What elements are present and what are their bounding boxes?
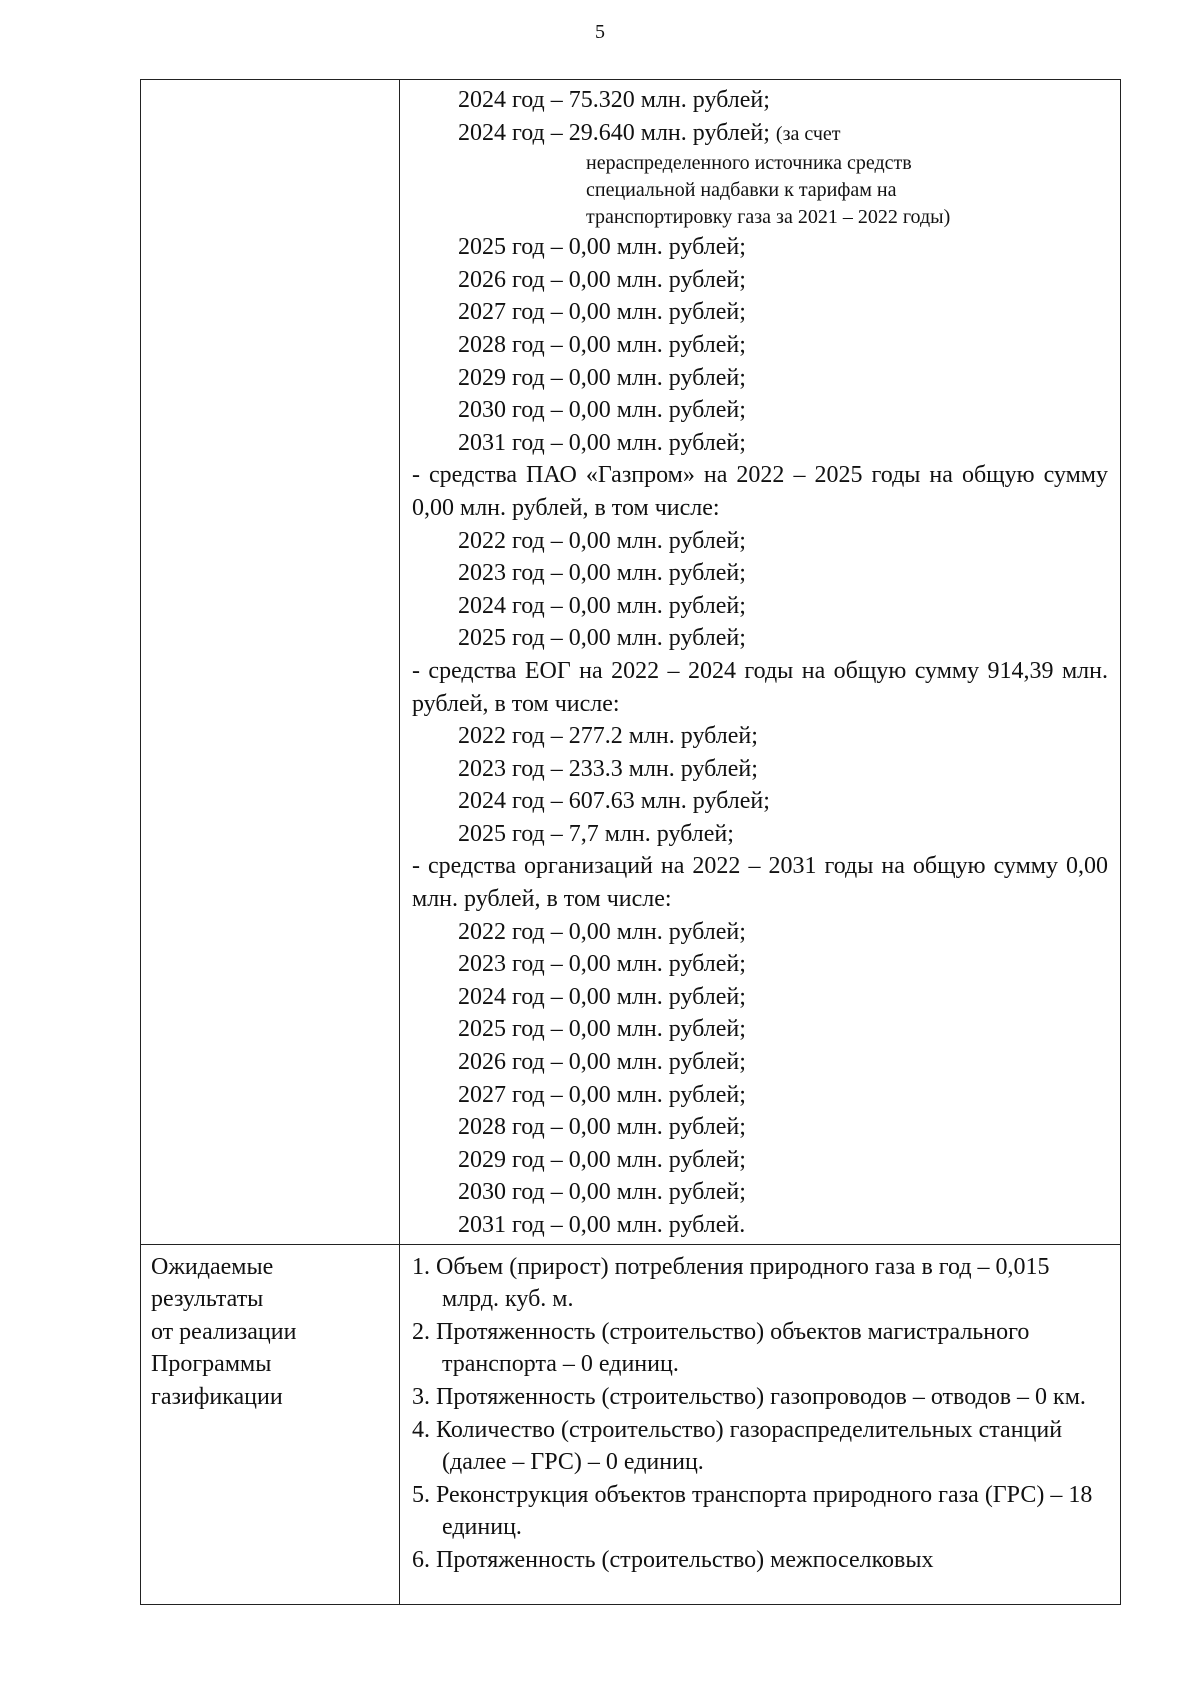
result-list-item: 1. Объем (прирост) потребления природного газа в год – 0,015 млрд. куб. м. [412, 1253, 1050, 1313]
program-passport-table [140, 79, 1121, 1605]
funding-note-start: (за счет [775, 122, 841, 145]
gazprom-year-line: 2023 год – 0,00 млн. рублей; [458, 560, 746, 587]
funding-year-line: 2027 год – 0,00 млн. рублей; [458, 299, 746, 326]
organizations-year-line: 2025 год – 0,00 млн. рублей; [458, 1016, 746, 1043]
funding-year-line: 2024 год – 75.320 млн. рублей; [458, 87, 770, 113]
organizations-year-line: 2022 год – 0,00 млн. рублей; [458, 918, 746, 945]
results-row [141, 1244, 1121, 1604]
funding-year-line: 2026 год – 0,00 млн. рублей; [458, 266, 746, 293]
funding-year-line: 2030 год – 0,00 млн. рублей; [458, 397, 746, 424]
results-heading-line: результаты [151, 1286, 264, 1313]
eog-year-line: 2023 год – 233.3 млн. рублей; [458, 755, 758, 782]
results-heading-line: Программы [151, 1351, 272, 1378]
organizations-year-line: 2027 год – 0,00 млн. рублей; [458, 1081, 746, 1108]
results-heading [141, 1245, 399, 1414]
eog-year-line: 2022 год – 277.2 млн. рублей; [458, 723, 758, 750]
organizations-year-line: 2023 год – 0,00 млн. рублей; [458, 951, 746, 978]
funding-line-text: 2024 год – 29.640 млн. рублей; [458, 119, 770, 146]
funding-line [412, 117, 1108, 151]
organizations-year-line: 2029 год – 0,00 млн. рублей; [458, 1146, 746, 1173]
organizations-year-line: 2024 год – 0,00 млн. рублей; [458, 983, 746, 1010]
gazprom-year-line: 2024 год – 0,00 млн. рублей; [458, 592, 746, 619]
organizations-year-line: 2028 год – 0,00 млн. рублей; [458, 1114, 746, 1141]
gazprom-year-line: 2025 год – 0,00 млн. рублей; [458, 625, 746, 652]
results-heading-line: от реализации [151, 1318, 297, 1345]
organizations-year-line: 2026 год – 0,00 млн. рублей; [458, 1049, 746, 1076]
funding-year-line: 2031 год – 0,00 млн. рублей; [458, 429, 746, 456]
results-items-cell [400, 1244, 1121, 1604]
gazprom-year-line: 2022 год – 0,00 млн. рублей; [458, 527, 746, 554]
organizations-funding-paragraph: - средства организаций на 2022 – 2031 годы на общую сумму 0,00 млн. рублей, в том числе: [412, 853, 1108, 913]
funding-left-cell [141, 80, 400, 1245]
funding-year-line: 2029 год – 0,00 млн. рублей; [458, 364, 746, 391]
gazprom-funding-paragraph: - средства ПАО «Газпром» на 2022 – 2025 годы на общую сумму 0,00 млн. рублей, в том числе: [412, 462, 1108, 521]
result-list-item: 6. Протяженность (строительство) межпоселковых [412, 1546, 934, 1573]
organizations-year-line: 2031 год – 0,00 млн. рублей. [458, 1212, 746, 1238]
results-heading-line: Ожидаемые [151, 1253, 274, 1280]
eog-year-line: 2024 год – 607.63 млн. рублей; [458, 788, 770, 815]
result-list-item: 2. Протяженность (строительство) объектов магистрального транспорта – 0 единиц. [412, 1318, 1030, 1378]
funding-note-line: транспортировку газа за 2021 – 2022 годы) [586, 206, 951, 229]
eog-year-line: 2025 год – 7,7 млн. рублей; [458, 820, 734, 847]
result-list-item: 4. Количество (строительство) газораспределительных станций (далее – ГРС) – 0 единиц. [412, 1416, 1063, 1476]
results-heading-cell [141, 1244, 400, 1604]
funding-note-line: нераспределенного источника средств [586, 152, 912, 175]
organizations-year-line: 2030 год – 0,00 млн. рублей; [458, 1179, 746, 1206]
eog-funding-paragraph: - средства ЕОГ на 2022 – 2024 годы на общую сумму 914,39 млн. рублей, в том числе: [412, 657, 1108, 717]
results-heading-line: газификации [151, 1383, 283, 1410]
funding-right-cell [400, 80, 1121, 1245]
funding-note-line: специальной надбавки к тарифам на [586, 179, 897, 202]
funding-year-line: 2028 год – 0,00 млн. рублей; [458, 331, 746, 358]
page-number: 5 [595, 21, 605, 43]
result-list-item: 3. Протяженность (строительство) газопроводов – отводов – 0 км. [412, 1383, 1086, 1410]
result-list-item: 5. Реконструкция объектов транспорта природного газа (ГРС) – 18 единиц. [412, 1481, 1093, 1541]
funding-year-line: 2025 год – 0,00 млн. рублей; [458, 234, 746, 261]
funding-row [141, 80, 1121, 1245]
